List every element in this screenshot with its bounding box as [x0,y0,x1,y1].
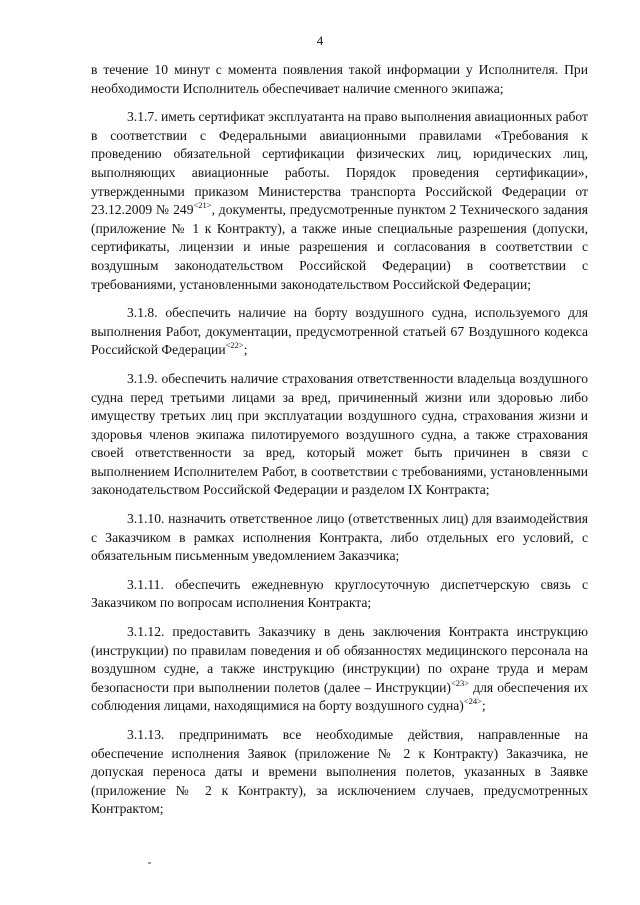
clause-text-cont: для обеспечения их соблюдения лицами, находящимися на борту воздушного судна) [91,679,588,714]
clause-number: 3.1.10. [127,511,165,527]
clause-text-end: ; [481,698,486,714]
clause-3-1-7 [91,108,588,294]
clause-text: обеспечить наличие на борту воздушного судна, используемого для выполнения Работ, документации, предусмотренной статьей 67 Воздушного кодекса Российской Федерации [91,305,588,358]
intro-paragraph: в течение 10 минут с момента появления такой информации у Исполнителя. При необходимости Исполнитель обеспечивает наличие сменного экипажа; [91,62,588,96]
clause-text-cont: , документы, предусмотренные пунктом 2 Технического задания (приложение № 1 к Контракту), а также иные специальные разрешения (допуски, сертификаты, лицензии и иные разрешения и согласования в соответствии с воздушным законодательством Российской Федерации) в соответствии с требованиями, установленными законодательством Российской Федерации; [91,202,588,292]
document-body [91,61,588,829]
footnote-ref: <21> [193,200,212,211]
footnote-ref: <23> [450,677,470,688]
footnote-ref-2: <24> [463,696,482,707]
clause-number: 3.1.7. [127,109,158,125]
clause-3-1-11 [91,576,588,613]
clause-number: 3.1.8. [127,305,158,321]
scan-artifact-mark [148,862,151,864]
clause-number: 3.1.11. [127,576,164,592]
clause-text: обеспечить ежедневную круглосуточную диспетчерскую связь с Заказчиком по вопросам исполнения Контракта; [91,576,588,611]
clause-text-cont: ; [243,342,248,358]
clause-number: 3.1.13. [127,727,165,742]
clause-3-1-9 [91,370,588,500]
clause-3-1-10 [91,510,588,566]
clause-text: предпринимать все необходимые действия, направленные на обеспечение исполнения Заявок (приложение № 2 к Контракту) Заказчика, не допуская переноса даты и времени выполнения полетов, указанных в Заявке (приложение № 2 к Контракту), за исключением случаев, предусмотренных Контрактом; [91,727,588,817]
clause-text: иметь сертификат эксплуатанта на право выполнения авиационных работ в соответствии с Федеральными авиационными правилами «Требования к проведению обязательной сертификации физических лиц, юридических лиц, выполняющих авиационные работы. Порядок проведения сертификации», утвержденными приказом Министерства транспорта Российской Федерации от 23.12.2009 № 249 [91,109,588,218]
clause-3-1-8 [91,304,588,360]
clause-text: предоставить Заказчику в день заключения Контракта инструкцию (инструкции) по правилам поведения и об обязанностях медицинского персонала на воздушном судне, а также инструкцию (инструкции) по охране труда и мерам безопасности при выполнении полетов (далее – Инструкции) [91,624,588,695]
clause-text: назначить ответственное лицо (ответственных лиц) для взаимодействия с Заказчиком в рамках исполнения Контракта, либо отдельных его условий, с обязательным письменным уведомлением Заказчика; [91,511,588,564]
clause-text: обеспечить наличие страхования ответственности владельца воздушного судна перед третьими лицами за вред, причиненный жизни или здоровью либо имуществу третьих лиц при эксплуатации воздушного судна, страхования жизни и здоровья членов экипажа пилотируемого воздушного судна, а также страхования своей ответственности за вред, который может быть причинен в связи с выполнением Исполнителем Работ, в соответствии с требованиями, установленными законодательством Российской Федерации и разделом IX Контракта; [91,370,588,498]
footnote-ref: <22> [225,340,244,351]
page-number: 4 [316,33,324,48]
clause-3-1-12 [91,623,588,716]
clause-number: 3.1.12. [127,624,165,640]
clause-3-1-13 [91,726,588,819]
clause-number: 3.1.9. [127,370,158,386]
